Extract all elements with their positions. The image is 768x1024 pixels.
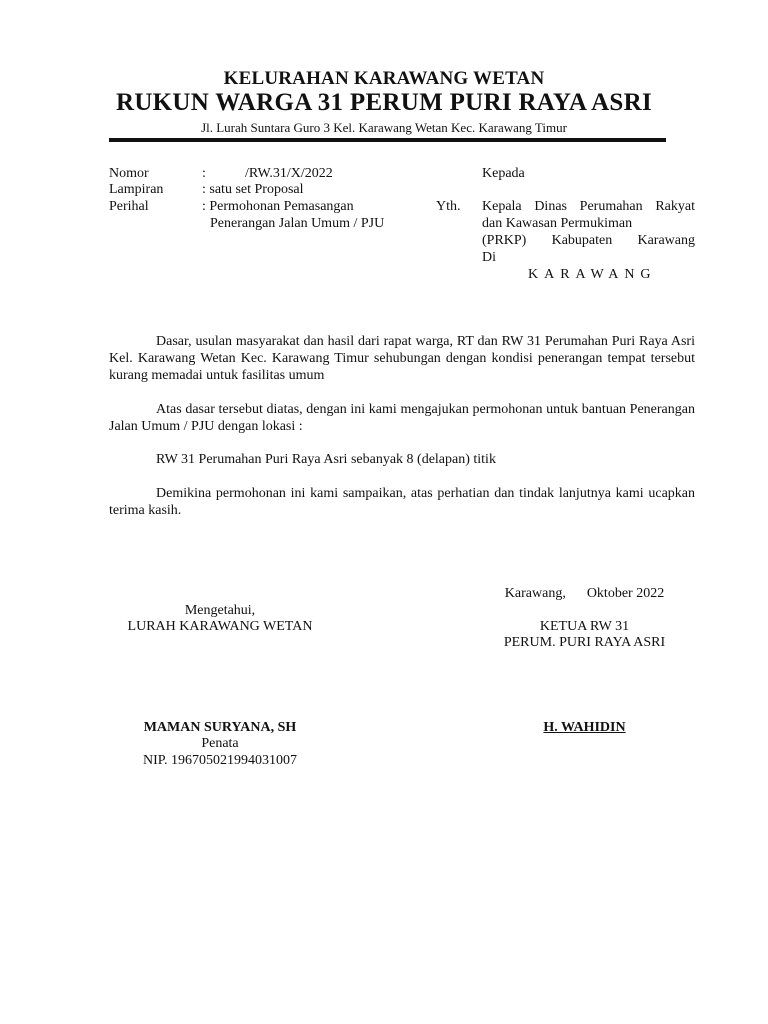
perihal-label: Perihal <box>109 199 149 214</box>
letterhead-divider <box>109 138 666 142</box>
place-date: Karawang, Oktober 2022 <box>504 586 665 601</box>
lampiran-label: Lampiran <box>109 182 164 197</box>
perihal-value-line1: : Permohonan Pemasangan <box>202 199 354 214</box>
right-signatory-title2: PERUM. PURI RAYA ASRI <box>503 635 666 650</box>
body-paragraph-3: RW 31 Perumahan Puri Raya Asri sebanyak 8 (delapan) titik <box>156 452 496 467</box>
left-signatory-rank: Penata <box>201 736 239 751</box>
letterhead-kelurahan: KELURAHAN KARAWANG WETAN <box>223 68 545 89</box>
right-signatory-title1: KETUA RW 31 <box>539 619 630 634</box>
left-signatory-name: MAMAN SURYANA, SH <box>143 720 297 735</box>
recipient-line1: Kepala Dinas Perumahan Rakyat <box>482 199 695 214</box>
nomor-value: /RW.31/X/2022 <box>245 166 333 181</box>
yth-label: Yth. <box>436 199 461 214</box>
body-paragraph-2: Atas dasar tersebut diatas, dengan ini kami mengajukan permohonan untuk bantuan Penerangan Jalan Umum / PJU dengan lokasi : <box>109 402 695 434</box>
body-paragraph-4: Demikina permohonan ini kami sampaikan, atas perhatian dan tindak lanjutnya kami ucapkan terima kasih. <box>109 486 695 518</box>
recipient-line3: (PRKP) Kabupaten Karawang <box>482 233 695 248</box>
recipient-line2: dan Kawasan Permukiman <box>482 216 633 231</box>
nomor-colon: : <box>202 166 206 181</box>
recipient-di: Di <box>482 250 496 265</box>
left-signatory-nip: NIP. 196705021994031007 <box>142 753 297 768</box>
kepada-label: Kepada <box>482 166 525 181</box>
letterhead-address: Jl. Lurah Suntara Guro 3 Kel. Karawang Wetan Kec. Karawang Timur <box>201 120 567 135</box>
left-signatory-title1: Mengetahui, <box>184 603 256 618</box>
recipient-city: KARAWANG <box>528 267 657 282</box>
perihal-value-line2: Penerangan Jalan Umum / PJU <box>210 216 385 231</box>
left-signatory-title2: LURAH KARAWANG WETAN <box>127 619 313 634</box>
lampiran-value: : satu set Proposal <box>202 182 304 197</box>
right-signatory-name: H. WAHIDIN <box>543 720 626 735</box>
letterhead-rw-title: RUKUN WARGA 31 PERUM PURI RAYA ASRI <box>115 89 653 116</box>
body-paragraph-1: Dasar, usulan masyarakat dan hasil dari rapat warga, RT dan RW 31 Perumahan Puri Raya Asri Kel. Karawang Wetan Kec. Karawang Timur sehubungan dengan kondisi penerangan tempat tersebut kurang memadai untuk fasilitas umum <box>109 334 695 383</box>
nomor-label: Nomor <box>109 166 149 181</box>
